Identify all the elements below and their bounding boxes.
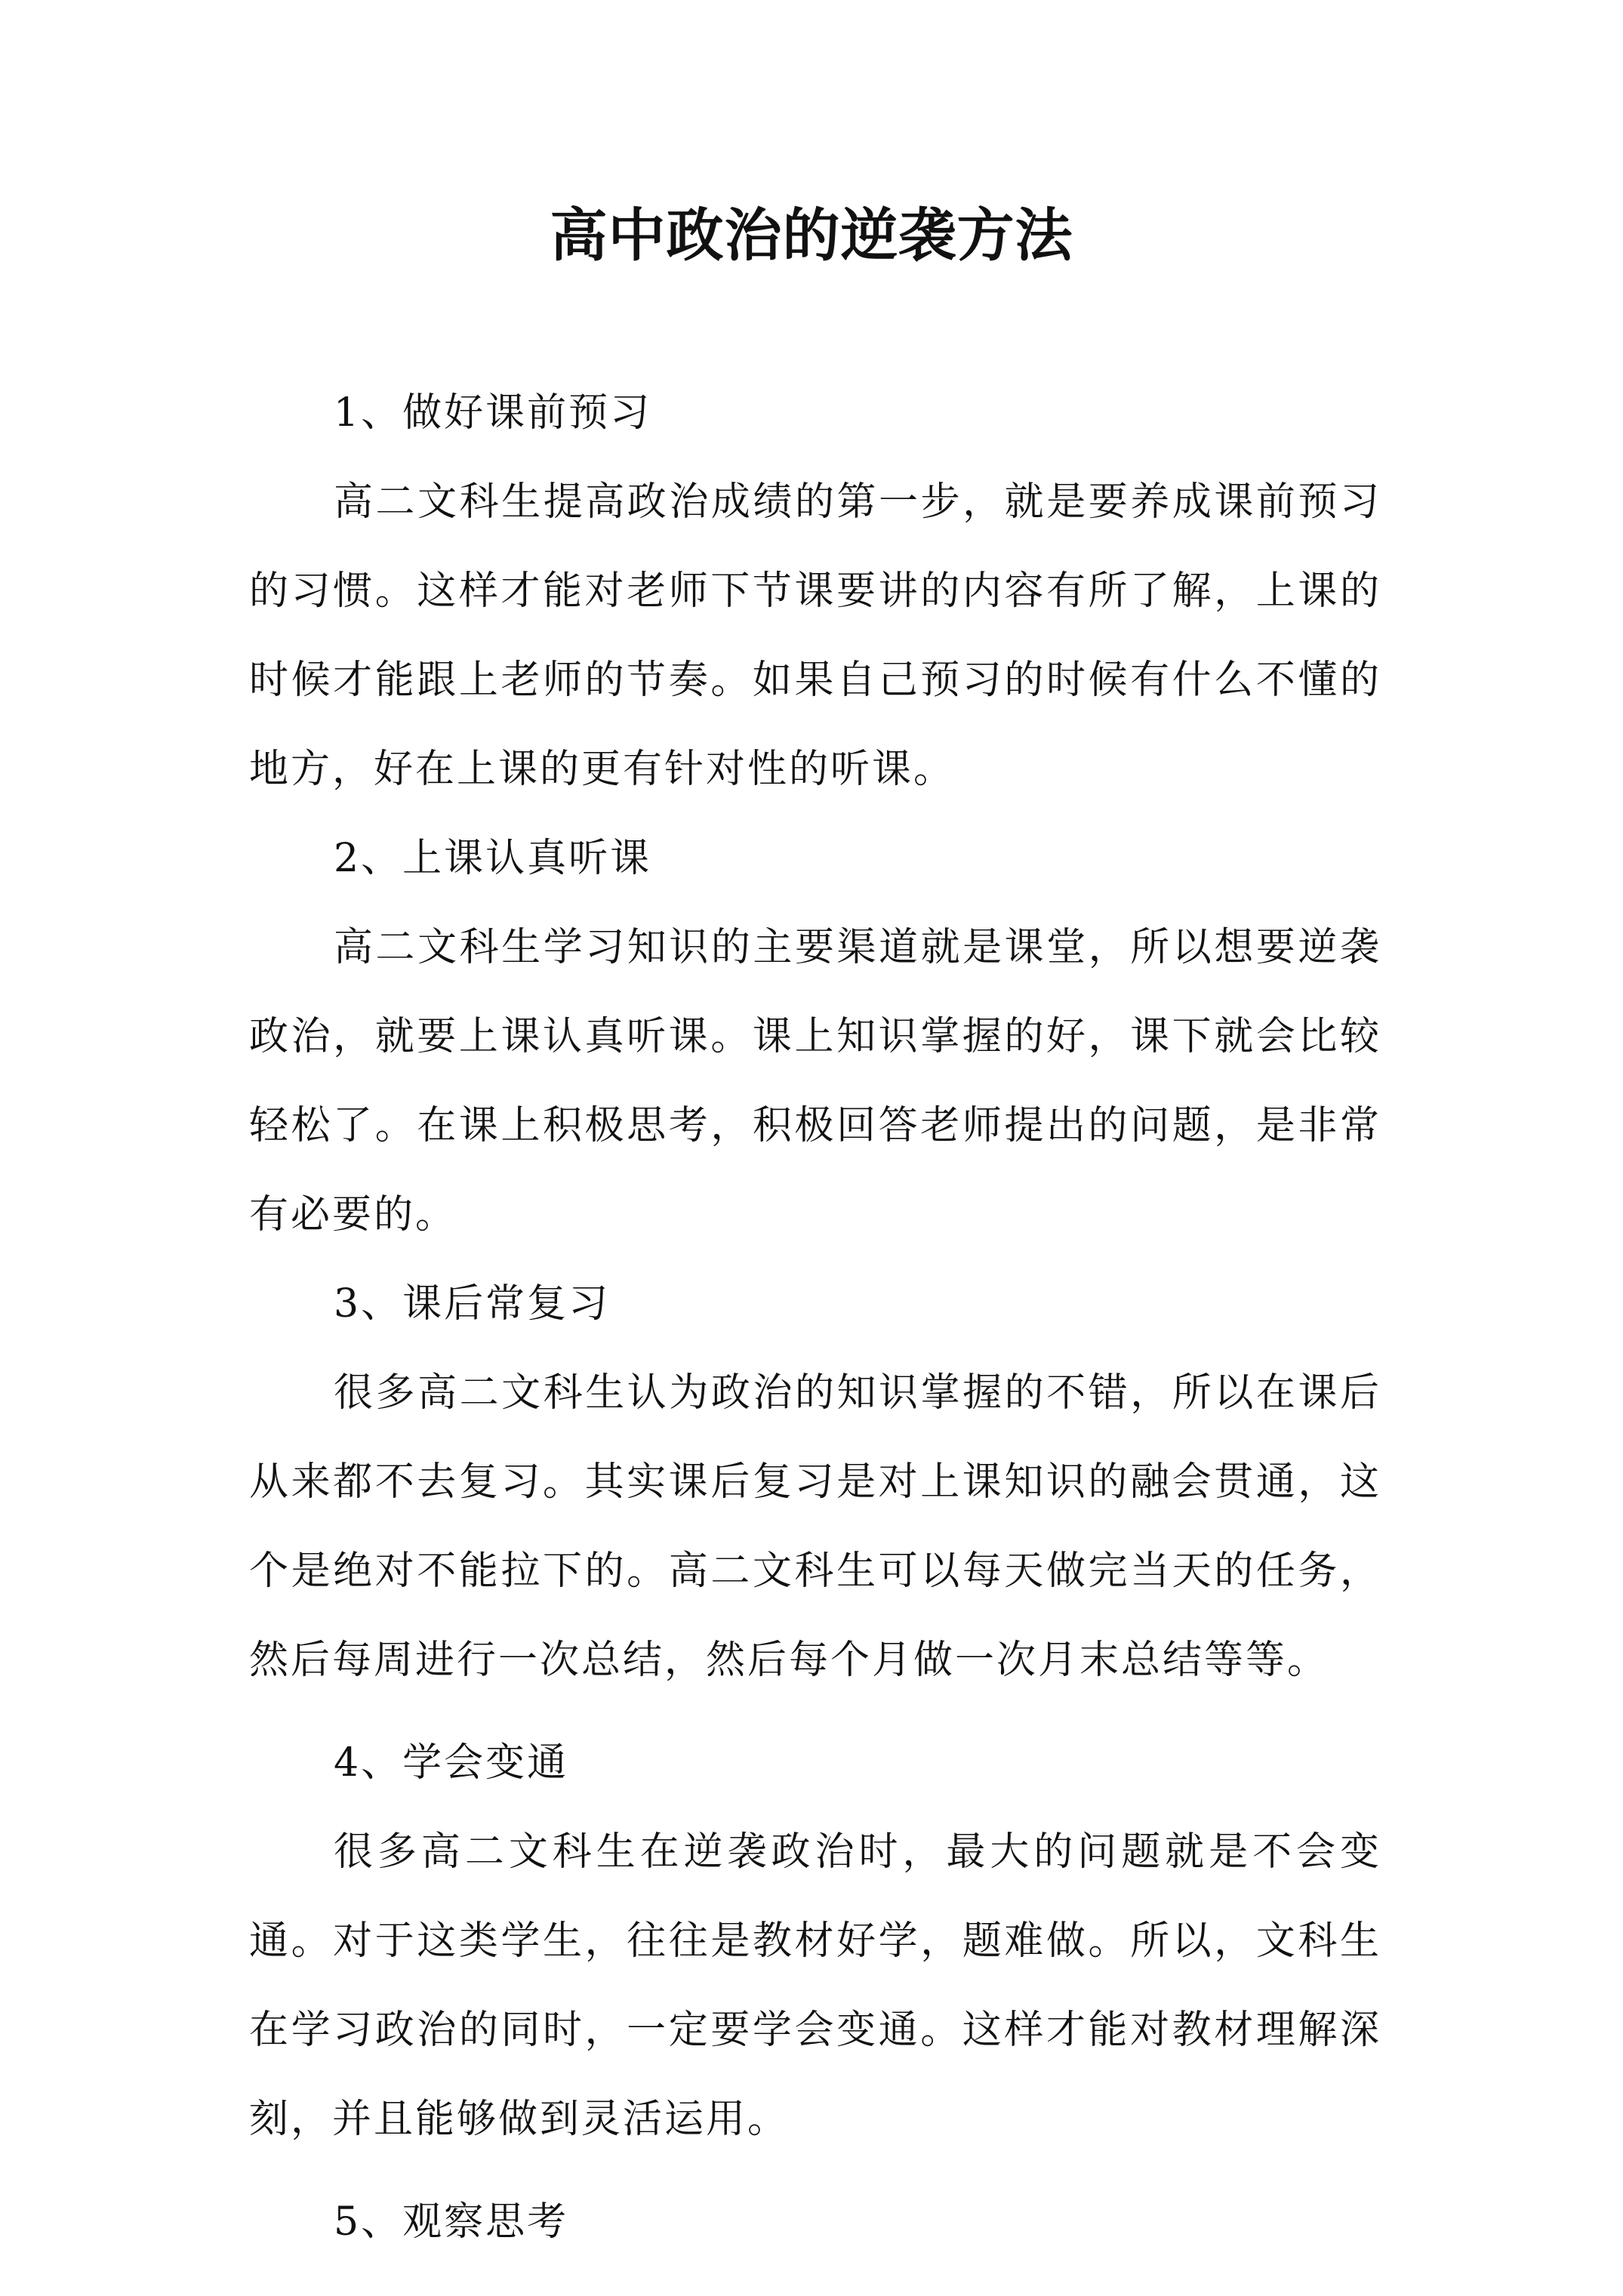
section-heading-5: 5、观察思考 [334,2199,569,2245]
document-body [249,368,1381,2267]
section-paragraph-1: 高二文科生提高政治成绩的第一步，就是要养成课前预习的习惯。这样才能对老师下节课要讲的内容有所了解，上课的时候才能跟上老师的节奏。如果自己预习的时候有什么不懂的地方，好在上课的更有针对性的听课。 [249,479,1381,792]
document-title: 高中政治的逆袭方法 [550,202,1073,269]
section-heading-4: 4、学会变通 [334,1740,569,1786]
section-paragraph-2: 高二文科生学习知识的主要渠道就是课堂，所以想要逆袭政治，就要上课认真听课。课上知识掌握的好，课下就会比较轻松了。在课上积极思考，积极回答老师提出的问题，是非常有必要的。 [249,925,1381,1237]
section-heading-2: 2、上课认真听课 [334,836,652,881]
section-paragraph-3: 很多高二文科生认为政治的知识掌握的不错，所以在课后从来都不去复习。其实课后复习是对上课知识的融会贯通，这个是绝对不能拉下的。高二文科生可以每天做完当天的任务，然后每周进行一次总结，然后每个月做一次月末总结等等。 [249,1370,1381,1683]
section-heading-1: 1、做好课前预习 [334,390,652,436]
section-heading-3: 3、课后常复习 [334,1281,611,1327]
section-paragraph-4: 很多高二文科生在逆袭政治时，最大的问题就是不会变通。对于这类学生，往往是教材好学，题难做。所以，文科生在学习政治的同时，一定要学会变通。这样才能对教材理解深刻，并且能够做到灵活运用。 [249,1829,1381,2142]
